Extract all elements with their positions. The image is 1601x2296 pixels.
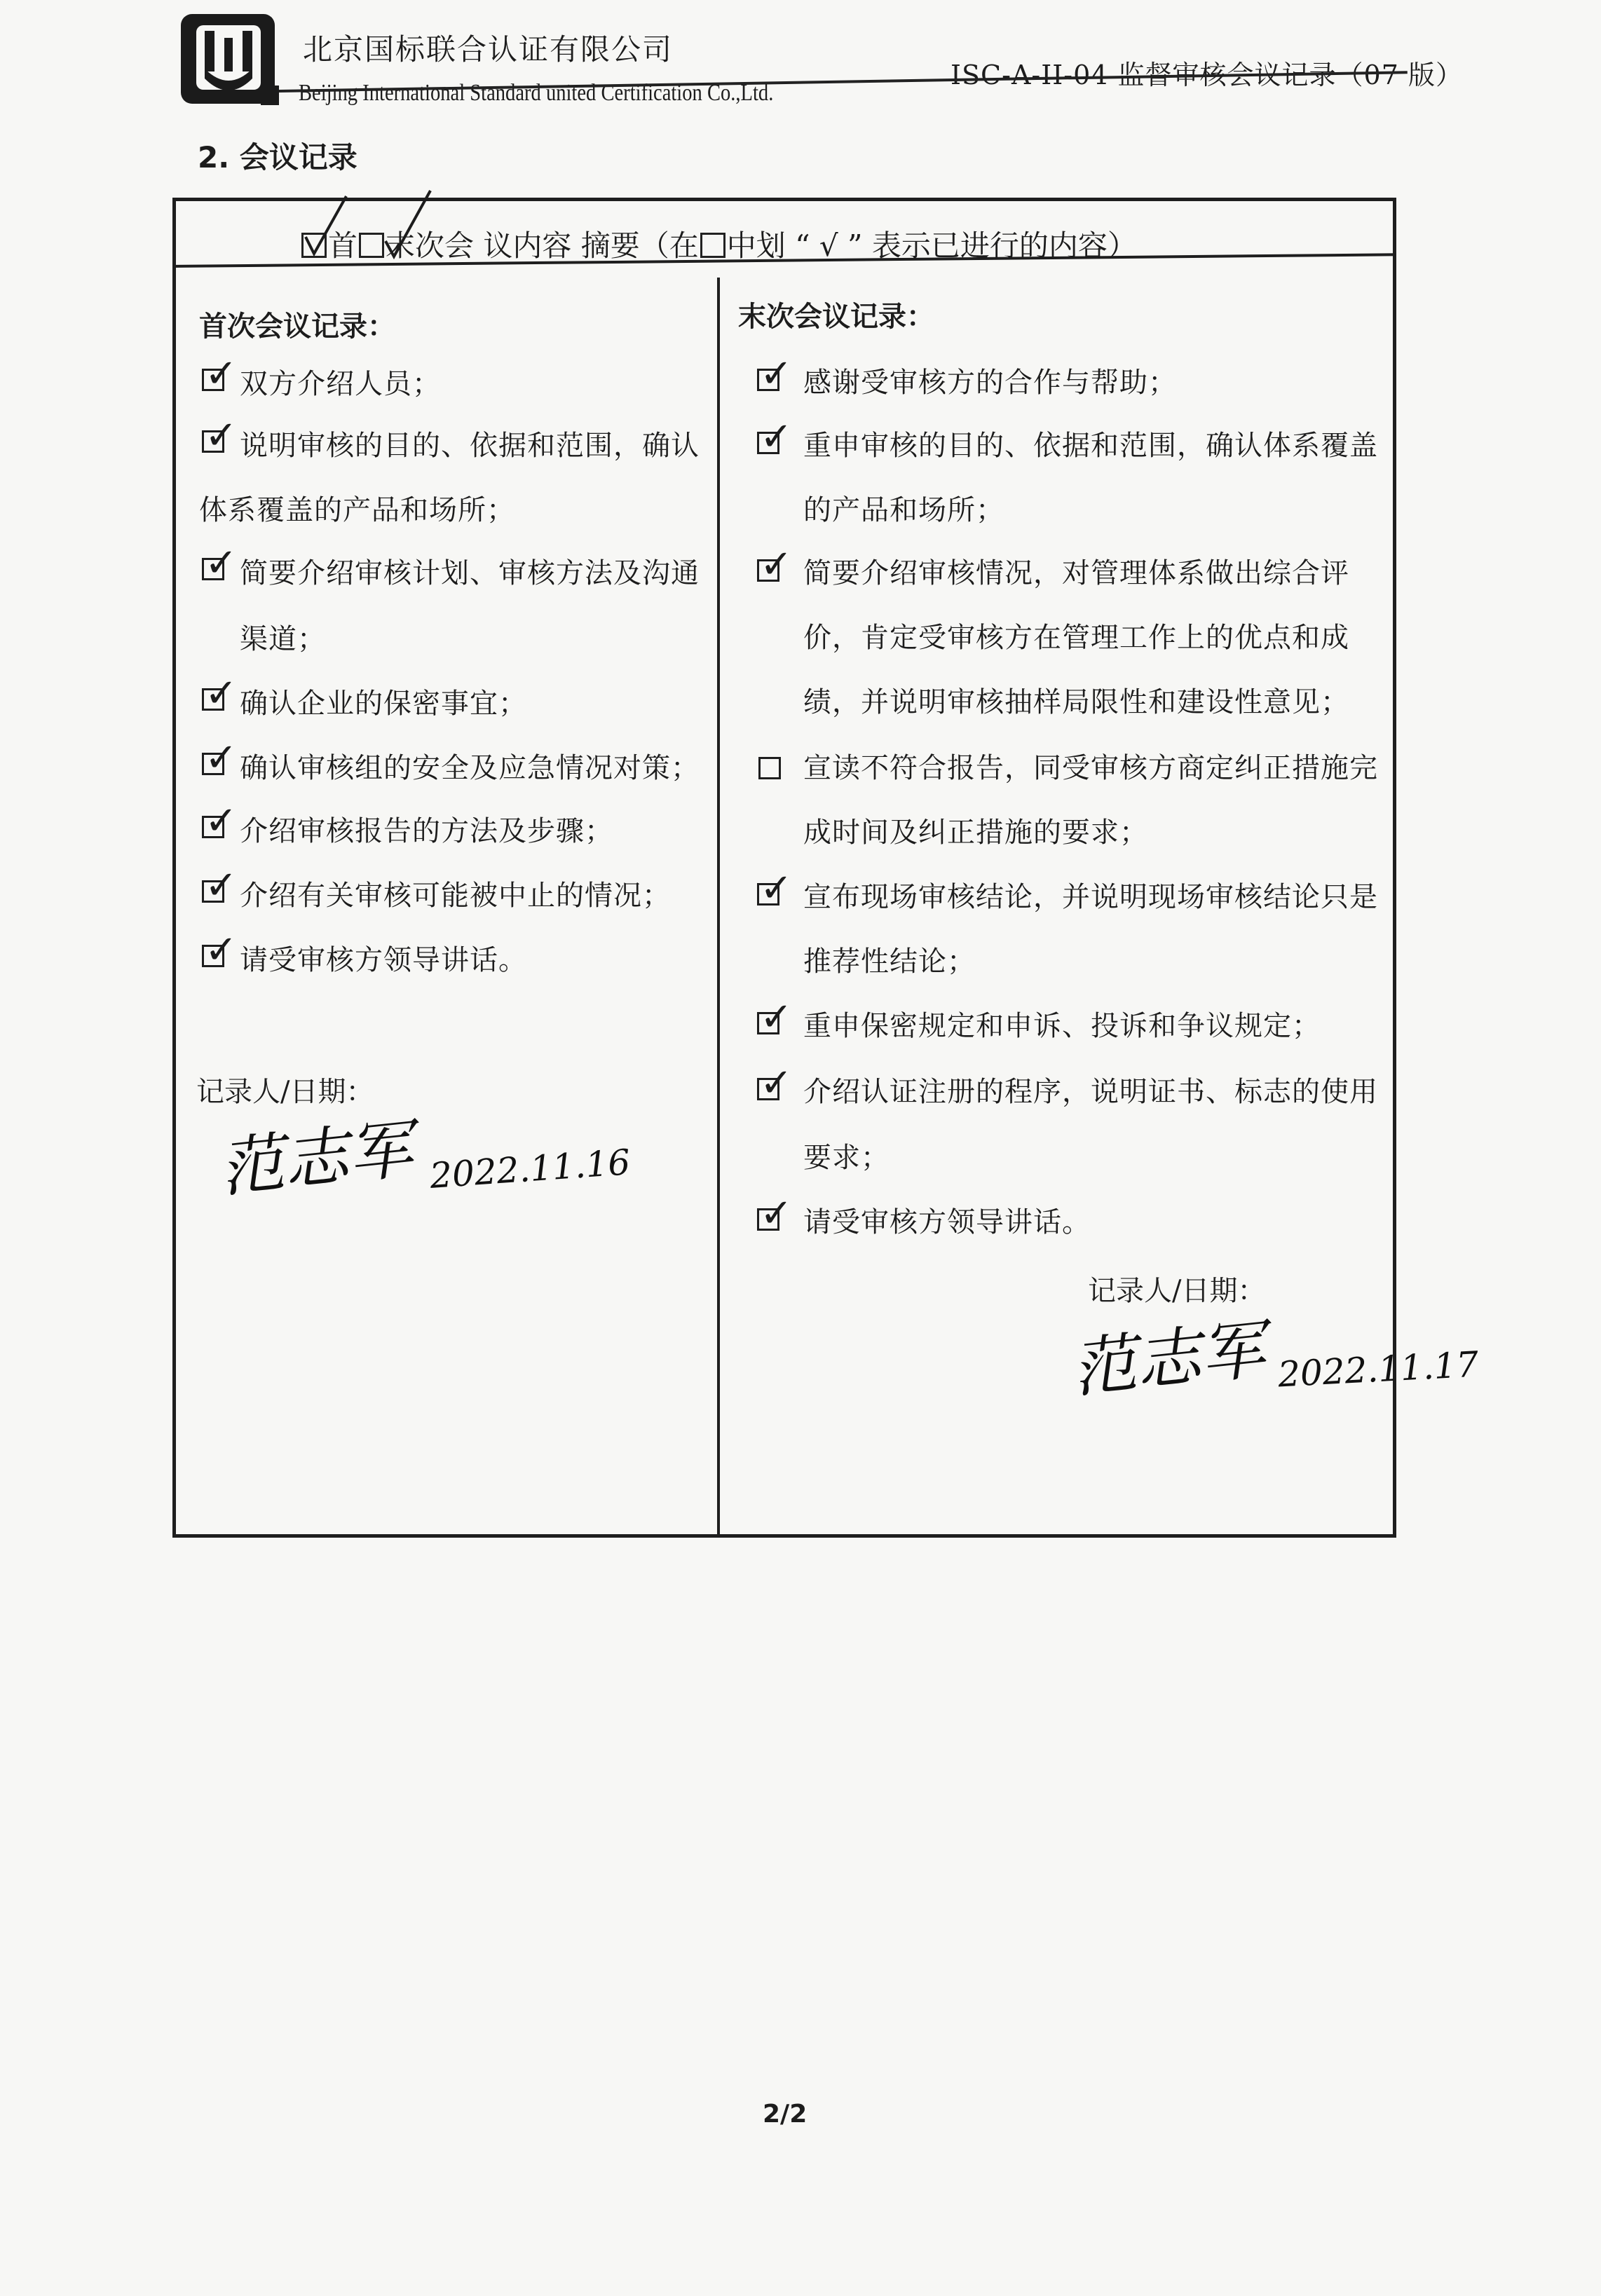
item-text: 介绍审核报告的方法及步骤；	[240, 815, 613, 847]
item-text: 简要介绍审核情况，对管理体系做出综合评	[803, 557, 1349, 589]
check-icon: ✓	[760, 351, 793, 397]
last-meeting-title: 末次会议记录：	[738, 301, 934, 333]
first-meeting-recorder-label: 记录人/日期：	[196, 1076, 374, 1108]
item-text: 宣布现场审核结论，并说明现场审核结论只是	[803, 881, 1378, 913]
item-text: 确认企业的保密事宜；	[240, 688, 527, 720]
item-text-continued: 价，肯定受审核方在管理工作上的优点和成	[803, 622, 1349, 654]
check-icon: ✓	[205, 927, 238, 973]
item-text: 请受审核方领导讲话。	[803, 1206, 1091, 1238]
header-rest-label: 中划 “ √ ” 表示已进行的内容）	[726, 228, 1137, 263]
item-text: 确认审核组的安全及应急情况对策；	[240, 752, 700, 784]
check-icon: ✓	[205, 540, 238, 586]
item-text: 宣读不符合报告，同受审核方商定纠正措施完	[803, 752, 1378, 784]
check-icon: ✓	[760, 995, 793, 1040]
item-text-continued: 推荐性结论；	[803, 945, 976, 978]
item-checkbox-unchecked[interactable]	[758, 757, 781, 779]
check-icon: ✓	[205, 863, 238, 908]
item-text: 介绍有关审核可能被中止的情况；	[240, 880, 671, 912]
item-text-continued: 渠道；	[240, 623, 326, 655]
item-text: 重申审核的目的、依据和范围，确认体系覆盖	[803, 430, 1378, 462]
header-first-label: 首	[328, 228, 358, 263]
section-title: 2. 会议记录	[198, 140, 357, 175]
item-text-continued: 成时间及纠正措施的要求；	[803, 816, 1148, 849]
check-icon: ✓	[205, 671, 238, 716]
item-text: 简要介绍审核计划、审核方法及沟通	[240, 557, 700, 589]
item-text: 重申保密规定和申诉、投诉和争议规定；	[803, 1010, 1321, 1042]
signature-name: 范志军	[1068, 1311, 1269, 1407]
item-text: 介绍认证注册的程序，说明证书、标志的使用	[803, 1076, 1378, 1108]
check-icon: ✓	[760, 1191, 793, 1236]
item-text: 说明审核的目的、依据和范围，确认	[240, 430, 700, 462]
item-text: 双方介绍人员；	[240, 368, 441, 400]
signature-date: 2022.11.16	[428, 1142, 632, 1196]
page-number: 2/2	[763, 2100, 808, 2128]
document-code: ISC-A-II-04 监督审核会议记录（07 版）	[951, 60, 1463, 90]
header-last-label: 末次会 议内容 摘要（在	[386, 228, 699, 263]
company-name-en: Beijing International Standard united Certification Co.,Ltd.	[299, 80, 774, 106]
signature-name: 范志军	[215, 1111, 416, 1207]
last-meeting-signature	[1068, 1308, 1480, 1407]
first-meeting-title: 首次会议记录：	[199, 310, 395, 343]
header-box-sample	[700, 233, 725, 258]
check-icon: ✓	[205, 413, 238, 458]
company-logo	[177, 10, 282, 109]
check-icon: ✓	[760, 866, 793, 911]
last-meeting-recorder-label: 记录人/日期：	[1088, 1275, 1266, 1307]
header-check-marks-icon	[301, 189, 456, 273]
check-icon: ✓	[760, 1060, 793, 1106]
item-text-continued: 的产品和场所；	[803, 494, 1004, 526]
check-icon: ✓	[760, 542, 793, 587]
item-text-continued: 要求；	[803, 1142, 890, 1174]
signature-date: 2022.11.17	[1276, 1344, 1480, 1395]
check-icon: ✓	[760, 414, 793, 460]
company-name-cn: 北京国标联合认证有限公司	[303, 32, 674, 67]
check-icon: ✓	[205, 351, 238, 397]
check-icon: ✓	[205, 735, 238, 781]
item-text: 感谢受审核方的合作与帮助；	[803, 367, 1177, 399]
item-text-continued: 绩，并说明审核抽样局限性和建设性意见；	[803, 686, 1349, 718]
check-icon: ✓	[205, 798, 238, 844]
column-divider	[717, 278, 720, 1538]
item-text: 请受审核方领导讲话。	[240, 944, 527, 976]
item-text-continued: 体系覆盖的产品和场所；	[199, 494, 515, 526]
first-meeting-signature	[215, 1107, 632, 1207]
